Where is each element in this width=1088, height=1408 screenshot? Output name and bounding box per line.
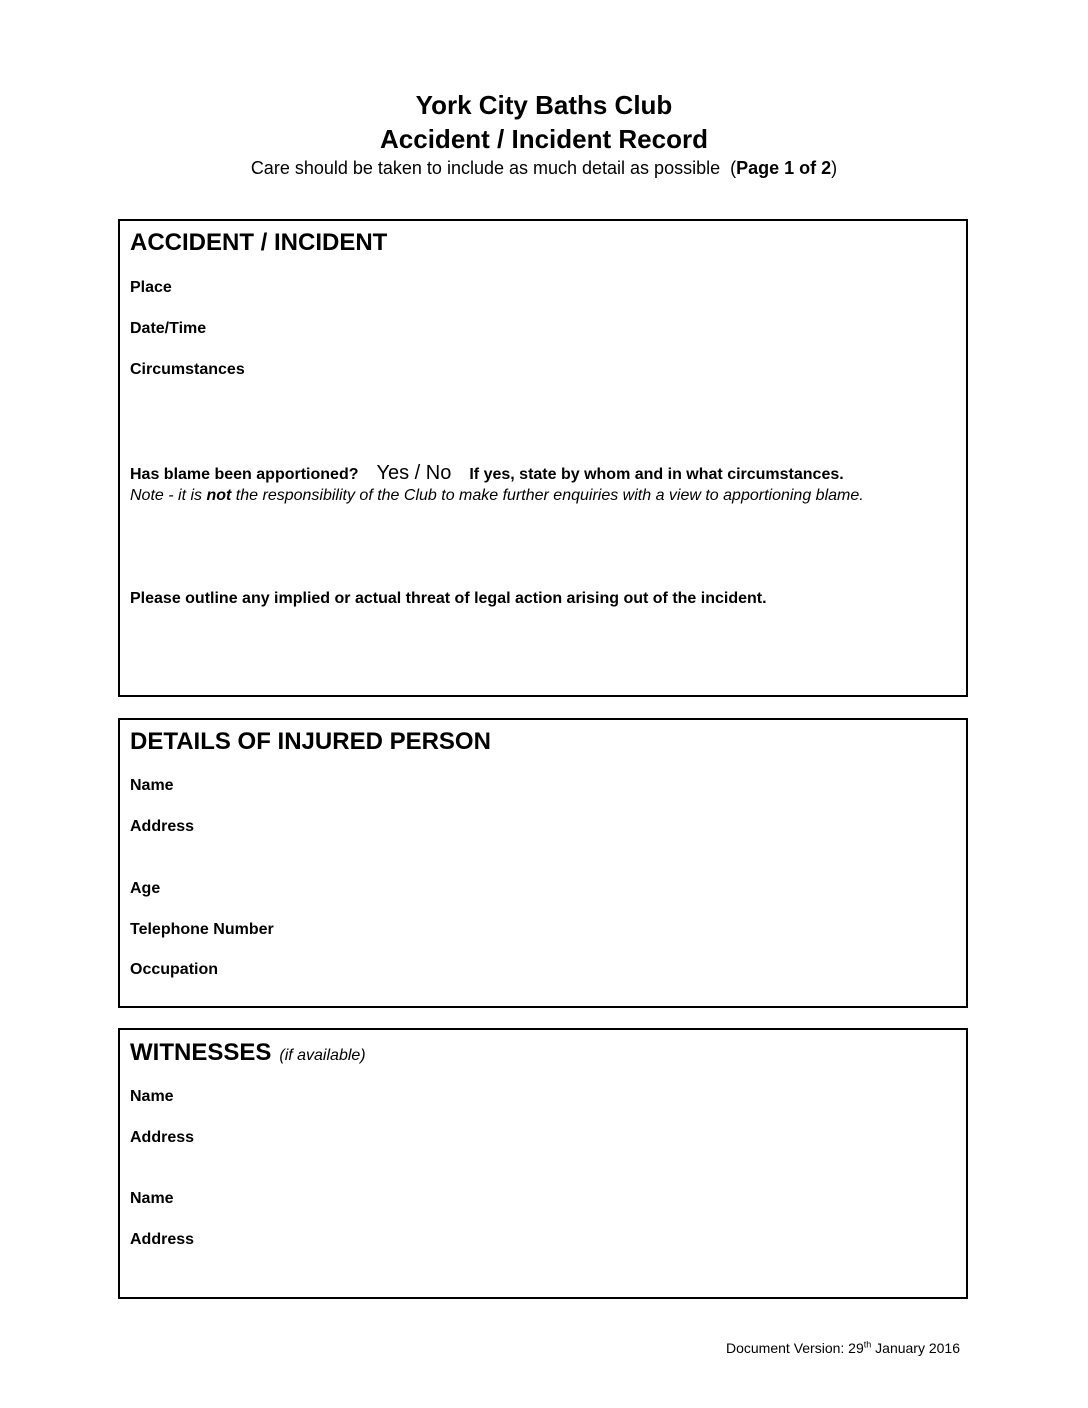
instructions-text: Care should be taken to include as much detail as possible — [250, 158, 721, 178]
accident-section — [118, 219, 968, 697]
document-header — [0, 88, 1088, 180]
witness-1-address-label: Address — [130, 1129, 195, 1146]
witnesses-section — [118, 1028, 968, 1299]
club-title: York City Baths Club — [415, 90, 673, 120]
injured-age-label: Age — [130, 880, 161, 897]
witness-1-name-label: Name — [130, 1088, 174, 1105]
witnesses-aside: (if available) — [279, 1047, 366, 1064]
legal-action-label: Please outline any implied or actual threat of legal action arising out of the incident. — [130, 590, 767, 607]
version-prefix: Document Version: 29 — [726, 1340, 864, 1356]
injured-person-section — [118, 718, 968, 1008]
blame-note — [130, 486, 864, 506]
page-close-paren: ) — [831, 158, 838, 178]
place-label: Place — [130, 279, 172, 296]
witnesses-section-title — [130, 1039, 366, 1070]
witness-2-name-label: Name — [130, 1190, 174, 1207]
page-indicator: Page 1 of 2 — [736, 158, 832, 178]
blame-followup: If yes, state by whom and in what circumstances. — [469, 466, 844, 483]
page-open-paren: ( — [730, 158, 737, 178]
injured-name-label: Name — [130, 777, 174, 794]
version-ordinal: th — [863, 1339, 872, 1350]
blame-row — [130, 463, 844, 485]
blame-question: Has blame been apportioned? — [130, 466, 359, 483]
document-version — [726, 1338, 960, 1358]
injured-telephone-label: Telephone Number — [130, 921, 274, 938]
injured-section-title: DETAILS OF INJURED PERSON — [130, 728, 491, 755]
circumstances-label: Circumstances — [130, 361, 245, 378]
instructions — [0, 156, 1088, 180]
note-end: the responsibility of the Club to make further enquiries with a view to apportioning blame. — [235, 487, 864, 504]
accident-section-title: ACCIDENT / INCIDENT — [130, 229, 388, 256]
witness-2-address-label: Address — [130, 1231, 195, 1248]
record-title: Accident / Incident Record — [380, 124, 708, 154]
note-emphasis: not — [206, 487, 232, 504]
datetime-label: Date/Time — [130, 320, 207, 337]
injured-occupation-label: Occupation — [130, 961, 219, 978]
yes-no-option: Yes / No — [376, 462, 452, 484]
injured-address-label: Address — [130, 818, 195, 835]
witnesses-title-text: WITNESSES — [130, 1039, 272, 1066]
version-date-rest: January 2016 — [871, 1340, 960, 1356]
note-start: Note - it is — [130, 487, 203, 504]
